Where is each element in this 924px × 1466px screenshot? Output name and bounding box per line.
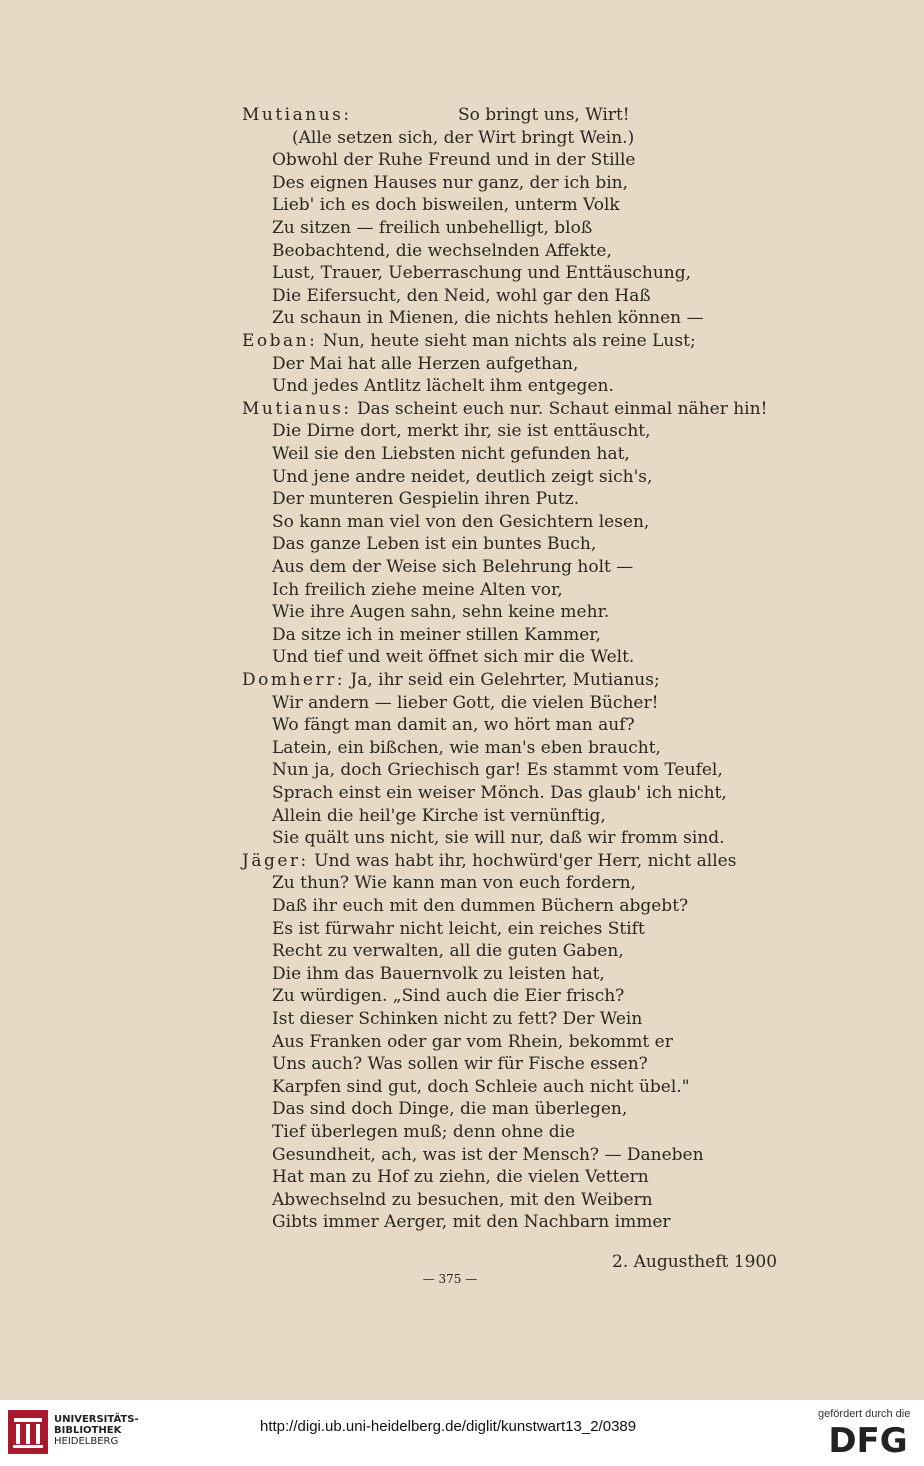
poem-line: So kann man viel von den Gesichtern lesen,	[272, 512, 650, 532]
poem-line: (Alle setzen sich, der Wirt bringt Wein.)	[292, 128, 635, 148]
poem-line: Ich freilich ziehe meine Alten vor,	[272, 580, 563, 600]
poem-line: Beobachtend, die wechselnden Affekte,	[272, 241, 612, 261]
poem-line: Und jene andre neidet, deutlich zeigt sich's,	[272, 467, 653, 487]
issue-label: 2. Augustheft 1900	[612, 1252, 778, 1272]
poem-line: Die Eifersucht, den Neid, wohl gar den Haß	[272, 286, 651, 306]
poem-line	[242, 850, 736, 872]
speech-text: Ja, ihr seid ein Gelehrter, Mutianus;	[344, 670, 660, 690]
poem-line	[242, 398, 767, 420]
poem-line: Es ist fürwahr nicht leicht, ein reiches Stift	[272, 919, 645, 939]
speaker-name: Mutianus:	[242, 105, 352, 125]
poem-line: Wie ihre Augen sahn, sehn keine mehr.	[272, 602, 610, 622]
poem-line: Zu würdigen. „Sind auch die Eier frisch?	[272, 986, 625, 1006]
poem-line: Hat man zu Hof zu ziehn, die vielen Vettern	[272, 1167, 649, 1187]
poem-line: Karpfen sind gut, doch Schleie auch nicht übel."	[272, 1077, 690, 1097]
speaker-name: Eoban:	[242, 331, 318, 351]
poem-line: Latein, ein bißchen, wie man's eben braucht,	[272, 738, 661, 758]
speech-text: Und was habt ihr, hochwürd'ger Herr, nicht alles	[308, 851, 737, 871]
poem-line: Weil sie den Liebsten nicht gefunden hat,	[272, 444, 630, 464]
speech-text: Das scheint euch nur. Schaut einmal näher hin!	[351, 399, 768, 419]
poem-line	[242, 669, 660, 691]
poem-line: Aus Franken oder gar vom Rhein, bekommt er	[272, 1032, 673, 1052]
poem-line: Sprach einst ein weiser Mönch. Das glaub' ich nicht,	[272, 783, 727, 803]
poem-line: Zu thun? Wie kann man von euch fordern,	[272, 873, 636, 893]
poem-line: Nun ja, doch Griechisch gar! Es stammt vom Teufel,	[272, 760, 723, 780]
footer-bar	[0, 1400, 924, 1466]
poem-line: Allein die heil'ge Kirche ist vernünftig,	[272, 806, 606, 826]
poem-line: Abwechselnd zu besuchen, mit den Weibern	[272, 1190, 653, 1210]
library-name-line: HEIDELBERG	[54, 1436, 119, 1447]
poem-line: Wir andern — lieber Gott, die vielen Bücher!	[272, 693, 659, 713]
poem-line: Recht zu verwalten, all die guten Gaben,	[272, 941, 624, 961]
poem-line: Und tief und weit öffnet sich mir die Welt.	[272, 647, 635, 667]
dfg-logo-text: DFG	[828, 1421, 908, 1458]
poem-line: Lieb' ich es doch bisweilen, unterm Volk	[272, 195, 620, 215]
permalink-url[interactable]: http://digi.ub.uni-heidelberg.de/diglit/kunstwart13_2/0389	[260, 1418, 637, 1435]
poem-line: Zu schaun in Mienen, die nichts hehlen können —	[272, 308, 704, 328]
poem-line: Die ihm das Bauernvolk zu leisten hat,	[272, 964, 605, 984]
poem-line: Und jedes Antlitz lächelt ihm entgegen.	[272, 376, 614, 396]
poem-line	[242, 330, 696, 352]
poem-line: Der Mai hat alle Herzen aufgethan,	[272, 354, 579, 374]
speaker-name: Domherr:	[242, 670, 345, 690]
poem-line: Aus dem der Weise sich Belehrung holt —	[272, 557, 634, 577]
poem-line: Zu sitzen — freilich unbehelligt, bloß	[272, 218, 593, 238]
poem-line: Sie quält uns nicht, sie will nur, daß wir fromm sind.	[272, 828, 725, 848]
poem-line: Das sind doch Dinge, die man überlegen,	[272, 1099, 628, 1119]
poem-line: Die Dirne dort, merkt ihr, sie ist enttäuscht,	[272, 421, 651, 441]
poem-line: Da sitze ich in meiner stillen Kammer,	[272, 625, 601, 645]
funded-by-label: gefördert durch die	[818, 1408, 911, 1420]
poem-line: Lust, Trauer, Ueberraschung und Enttäuschung,	[272, 263, 692, 283]
poem-line: Das ganze Leben ist ein buntes Buch,	[272, 534, 597, 554]
library-name	[54, 1414, 139, 1447]
poem-line: Uns auch? Was sollen wir für Fische essen?	[272, 1054, 648, 1074]
speaker-name: Jäger:	[242, 851, 309, 871]
poem-line: Wo fängt man damit an, wo hört man auf?	[272, 715, 635, 735]
page-number: — 375 —	[422, 1272, 478, 1286]
university-seal-icon	[8, 1410, 48, 1454]
library-name-line: UNIVERSITÄTS-	[54, 1414, 139, 1425]
poem-line: Der munteren Gespielin ihren Putz.	[272, 489, 580, 509]
dfg-logo	[820, 1420, 916, 1458]
speech-text: Nun, heute sieht man nichts als reine Lust;	[317, 331, 696, 351]
speaker-name: Mutianus:	[242, 399, 352, 419]
poem-line	[242, 104, 352, 126]
poem-line: Obwohl der Ruhe Freund und in der Stille	[272, 150, 636, 170]
poem-line: Gibts immer Aerger, mit den Nachbarn immer	[272, 1212, 671, 1232]
poem-line: Ist dieser Schinken nicht zu fett? Der Wein	[272, 1009, 643, 1029]
poem-line: Daß ihr euch mit den dummen Büchern abgebt?	[272, 896, 689, 916]
poem-line: Tief überlegen muß; denn ohne die	[272, 1122, 576, 1142]
library-name-line: BIBLIOTHEK	[54, 1425, 122, 1436]
poem-line: So bringt uns, Wirt!	[458, 105, 630, 125]
poem-line: Des eignen Hauses nur ganz, der ich bin,	[272, 173, 628, 193]
poem-line: Gesundheit, ach, was ist der Mensch? — Daneben	[272, 1145, 704, 1165]
